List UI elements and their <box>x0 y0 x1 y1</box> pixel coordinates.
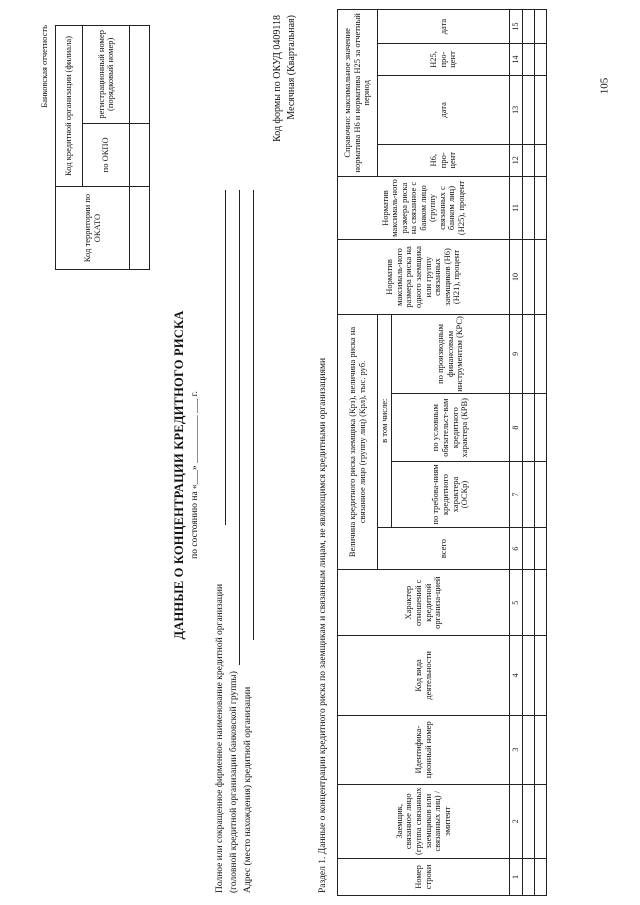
table-row <box>523 10 535 896</box>
col-num-2: 2 <box>510 784 523 858</box>
header-activity-code: Код вида деятельности <box>338 636 510 716</box>
header-n6-percent: Н6, про-цент <box>378 144 510 176</box>
okpo-label: по ОКПО <box>82 123 129 186</box>
header-code-table <box>55 25 150 270</box>
address-line <box>253 190 254 640</box>
header-n25-norm: Норматив максималь-ного размера риска на связанное с банком лицо (группу связанных с банком лиц) (Н25), процент <box>338 176 510 240</box>
column-numbers-row <box>510 10 523 896</box>
col-num-3: 3 <box>510 715 523 784</box>
col-num-15: 15 <box>510 10 523 44</box>
header-relation: Характер отношений с кредитной организа-цией <box>338 570 510 636</box>
col-num-14: 14 <box>510 44 523 76</box>
reporting-label: Банковская отчетность <box>39 25 49 108</box>
header-in-that: в том числе: <box>378 314 392 527</box>
col-num-13: 13 <box>510 75 523 144</box>
header-total: всего <box>378 527 510 569</box>
org-name-line-2 <box>239 190 240 665</box>
okpo-value-cell <box>130 123 150 186</box>
form-code: Код формы по ОКУД 0409118 <box>272 15 283 142</box>
header-n6-norm: Норматив максималь-ного размера риска на одного заемщика или группу связанных заемщиков (Н6) (Н21), процент <box>338 240 510 314</box>
document-title: ДАННЫЕ О КОНЦЕНТРАЦИИ КРЕДИТНОГО РИСКА <box>172 310 186 640</box>
col-num-4: 4 <box>510 636 523 716</box>
col-num-7: 7 <box>510 462 523 528</box>
header-derivatives: по производным финансовым инструментам (КРС) <box>392 314 510 394</box>
table-row <box>535 10 547 896</box>
col-num-8: 8 <box>510 394 523 462</box>
header-credit-risk-group: Величина кредитного риска заемщика (Крз), величина риска на связанное лицо (группу лиц) (Крл), тыс. руб. <box>338 314 378 570</box>
col-num-12: 12 <box>510 144 523 176</box>
org-name-label: Полное или сокращенное фирменное наименование кредитной организации <box>215 583 225 893</box>
header-borrower: Заемщик, связанное лицо (группа связанных заемщиков или связанных лиц) / эмитент <box>338 784 510 858</box>
org-code-label: Код кредитной организации (филиала) <box>56 26 83 187</box>
org-name-line <box>225 190 226 525</box>
header-reference-group: Справочно: максимальное значение норматива Н6 и норматива Н25 за отчетный период <box>338 10 378 177</box>
header-contingent: по условным обязательст-вам кредитного характера (КРВ) <box>392 394 510 462</box>
col-num-11: 11 <box>510 176 523 240</box>
reg-value-cell <box>130 26 150 124</box>
col-num-6: 6 <box>510 527 523 569</box>
col-num-10: 10 <box>510 240 523 314</box>
address-label: Адрес (место нахождения) кредитной организации <box>243 686 253 893</box>
header-row-number: Номер строки <box>338 858 510 895</box>
col-num-5: 5 <box>510 570 523 636</box>
section-title: Раздел 1. Данные о концентрации кредитного риска по заемщикам и связанным лицам, не являющимся кредитными организациями <box>318 357 328 893</box>
org-name-sublabel: (головной кредитной организации банковской группы) <box>229 671 239 893</box>
header-credit-claims: по требова-ниям кредитного характера (ОСКр) <box>392 462 510 528</box>
page-number: 105 <box>598 77 611 95</box>
col-num-9: 9 <box>510 314 523 394</box>
risk-concentration-table <box>337 9 547 896</box>
header-n25-date: дата <box>378 10 510 44</box>
reg-number-label: регистрационный номер (порядковый номер) <box>82 26 129 124</box>
okato-value-cell <box>130 187 150 270</box>
date-line: по состоянию на «___» __________ ___ г. <box>190 391 200 559</box>
periodicity: Месячная (Квартальная) <box>286 15 297 120</box>
col-num-1: 1 <box>510 858 523 895</box>
territory-code-label: Код территории по ОКАТО <box>56 187 130 270</box>
header-n6-date: дата <box>378 75 510 144</box>
header-n25-percent: Н25, про-цент <box>378 44 510 76</box>
header-id-number: Идентифика-ционный номер <box>338 715 510 784</box>
